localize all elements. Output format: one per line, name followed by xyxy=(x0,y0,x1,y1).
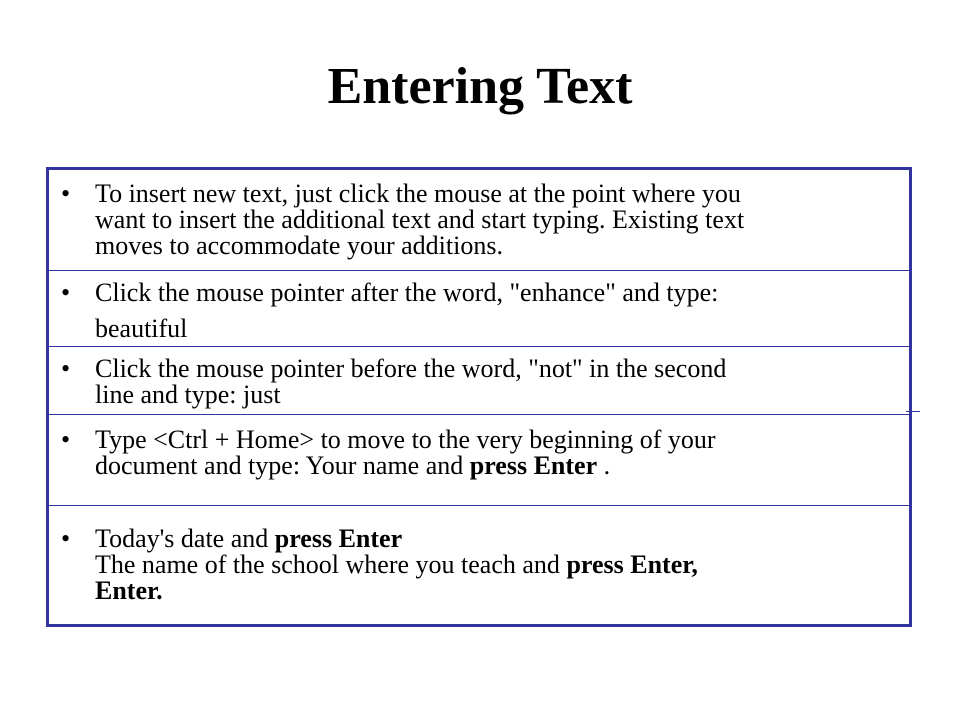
bullet: • xyxy=(61,425,71,454)
list-item-text xyxy=(95,275,899,347)
content-box xyxy=(46,167,912,627)
text-line: Click the mouse pointer before the word, "not" in the second xyxy=(95,354,727,383)
list-item-text xyxy=(95,427,899,479)
text-line: want to insert the additional text and start typing. Existing text xyxy=(95,205,745,234)
bullet: • xyxy=(61,354,71,383)
list-item xyxy=(49,415,909,506)
text-line: beautiful xyxy=(95,314,188,343)
list-item xyxy=(49,506,909,624)
list-item xyxy=(49,170,909,271)
text-run: The name of the school where you teach and xyxy=(95,550,567,579)
bullet: • xyxy=(61,524,71,553)
text-line: line and type: just xyxy=(95,380,281,409)
bullet: • xyxy=(61,179,71,208)
text-line: Type <Ctrl + Home> to move to the very beginning of your xyxy=(95,425,716,454)
divider-stub xyxy=(906,411,920,412)
list-item-text xyxy=(95,356,899,408)
list-item xyxy=(49,271,909,347)
list-item-text xyxy=(95,181,899,259)
text-line xyxy=(95,578,899,604)
list-item-text xyxy=(95,526,899,604)
slide-title: Entering Text xyxy=(327,58,633,115)
text-line xyxy=(95,453,899,479)
text-line: moves to accommodate your additions. xyxy=(95,231,503,260)
text-line xyxy=(95,526,899,552)
text-line: To insert new text, just click the mouse at the point where you xyxy=(95,179,741,208)
list-item xyxy=(49,347,909,415)
bold-run: press Enter xyxy=(274,524,403,553)
text-run: Today's date and xyxy=(95,524,275,553)
bold-run: press Enter, xyxy=(566,550,698,579)
bold-run: press Enter xyxy=(469,451,598,480)
text-run: . xyxy=(597,451,611,480)
text-line xyxy=(95,552,899,578)
text-line: Click the mouse pointer after the word, "enhance" and type: xyxy=(95,278,719,307)
text-run: document and type: Your name and xyxy=(95,451,470,480)
bullet: • xyxy=(61,278,71,307)
bold-run: Enter. xyxy=(95,576,163,605)
